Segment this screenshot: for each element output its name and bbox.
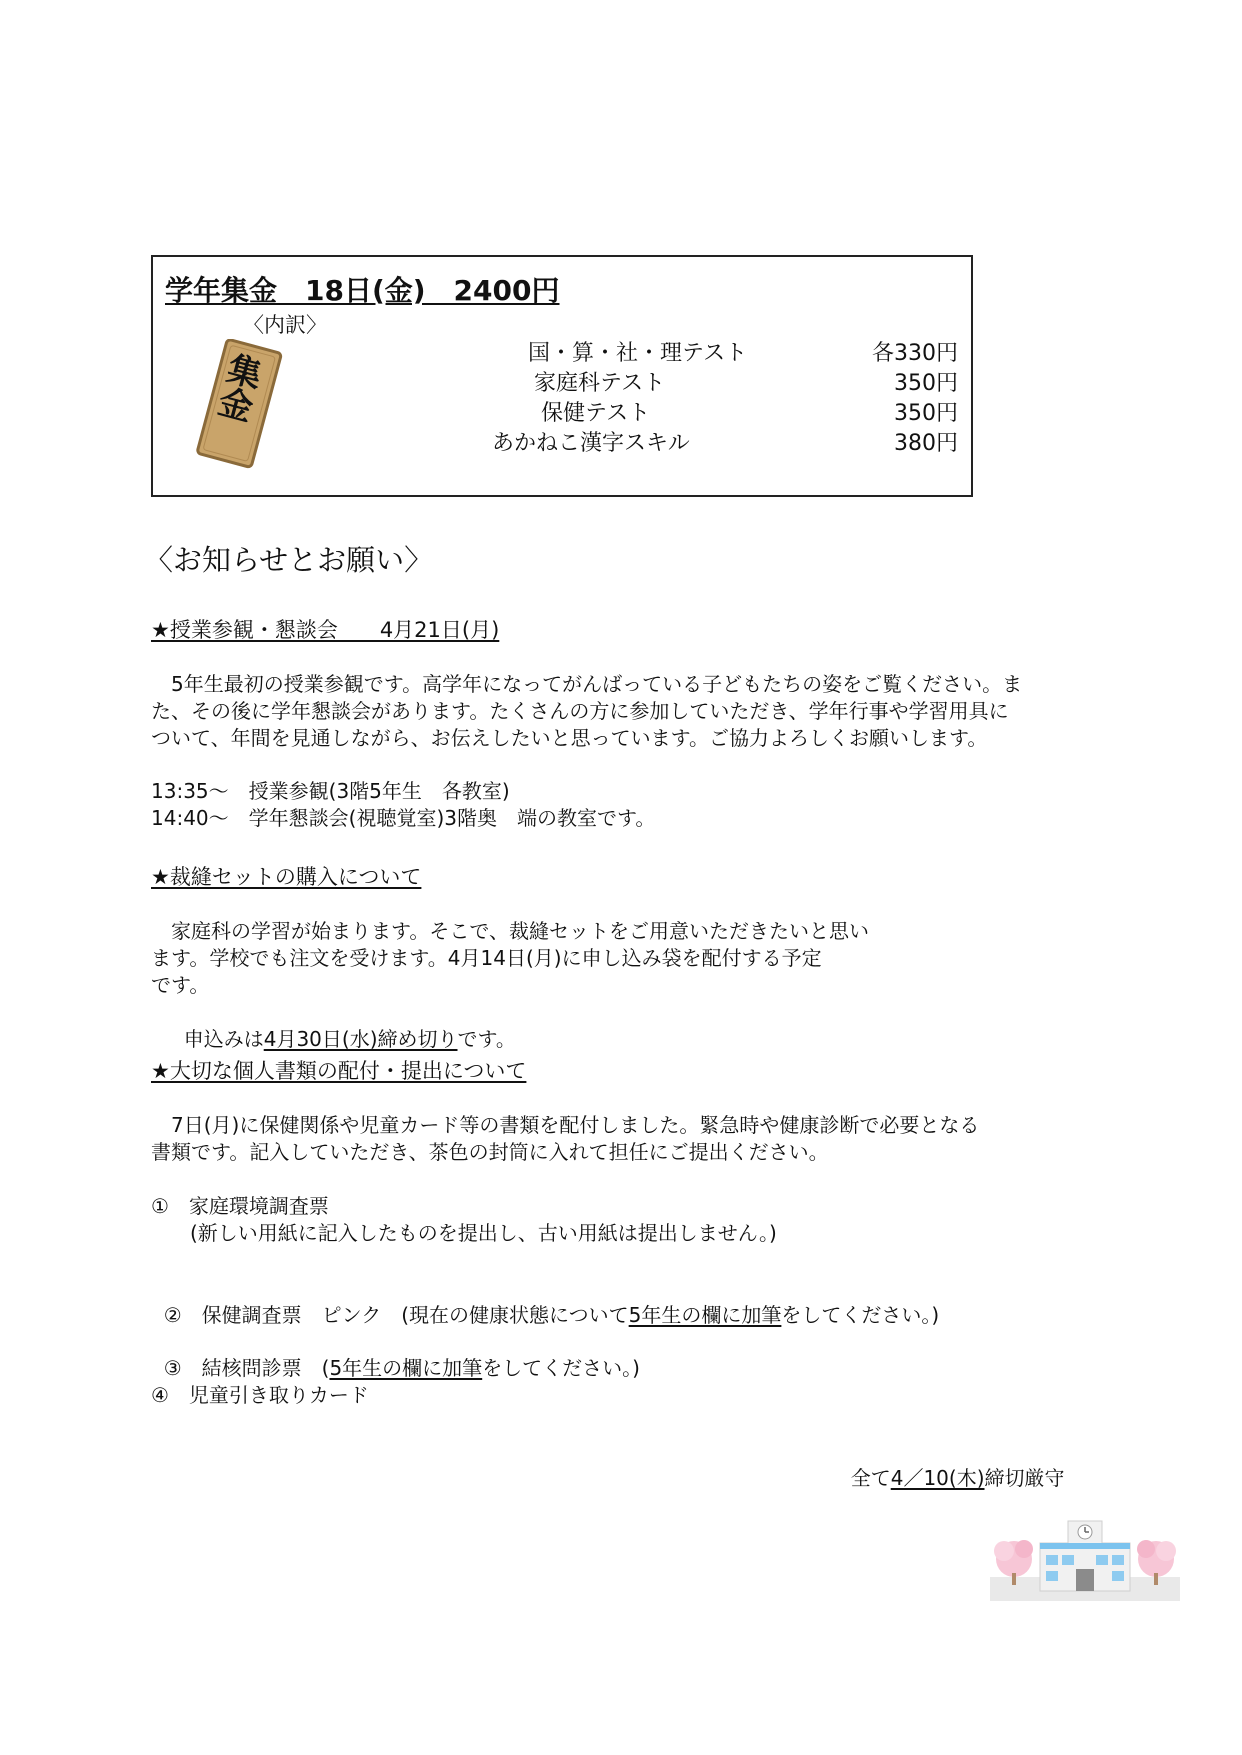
closing-date: 4／10(木): [890, 1466, 985, 1490]
item3-suffix: をしてください。): [482, 1356, 640, 1380]
breakdown-label: 〈内訳〉: [243, 313, 327, 337]
deadline-date: 4月30日(水)締め切り: [263, 1027, 458, 1051]
deadline-prefix: 申込みは: [163, 1027, 264, 1051]
section-title-sewing-set: ★裁縫セットの購入について: [151, 865, 422, 889]
section3-paragraph-line: 7日(月)に保健関係や児童カード等の書類を配付しました。緊急時や健康診断で必要となる: [151, 1113, 980, 1137]
closing-suffix: 締切厳守: [984, 1466, 1065, 1490]
document-item-1: ① 家庭環境調査票: [151, 1194, 329, 1218]
money-collection-sign-icon: [183, 339, 293, 469]
section2-paragraph-line: 家庭科の学習が始まります。そこで、裁縫セットをご用意いただきたいと思い: [151, 919, 869, 943]
school-building-icon: [990, 1515, 1180, 1601]
schedule-line: 13:35～ 授業参観(3階5年生 各教室): [151, 779, 510, 803]
fee-item-name: あかねこ漢字スキル: [492, 431, 690, 456]
section1-paragraph-line: ついて、年間を見通しながら、お伝えしたいと思っています。ご協力よろしくお願いします。: [151, 726, 988, 750]
sewing-deadline-line: [151, 999, 516, 1053]
document-item-3: [151, 1328, 640, 1382]
fee-item-name: 保健テスト: [541, 401, 651, 426]
fee-box: [151, 255, 973, 497]
deadline-suffix: です。: [457, 1027, 516, 1051]
item2-underline: 5年生の欄に加筆: [628, 1303, 782, 1327]
fee-item-price: 350円: [894, 371, 958, 396]
section-title-documents: ★大切な個人書類の配付・提出について: [151, 1059, 527, 1083]
fee-item-price: 各330円: [872, 341, 958, 366]
fee-item-name: 家庭科テスト: [534, 371, 666, 396]
section1-paragraph-line: 5年生最初の授業参観です。高学年になってがんばっている子どもたちの姿をご覧ください。ま: [151, 672, 1023, 696]
closing-prefix: 全て: [850, 1466, 891, 1490]
item2-prefix: ② 保健調査票 ピンク (現在の健康状態について: [163, 1303, 629, 1327]
section3-paragraph-line: 書類です。記入していただき、茶色の封筒に入れて担任にご提出ください。: [151, 1140, 829, 1164]
section-title-class-visit: ★授業参観・懇談会 4月21日(月): [151, 618, 500, 642]
document-item-4: ④ 児童引き取りカード: [151, 1383, 369, 1407]
item3-underline: 5年生の欄に加筆: [329, 1356, 483, 1380]
sign-text: 集金: [208, 348, 266, 425]
item2-suffix: をしてください。): [781, 1303, 940, 1327]
closing-deadline: [838, 1438, 1065, 1492]
fee-item-price: 350円: [894, 401, 958, 426]
item3-prefix: ③ 結核問診票 (: [163, 1356, 330, 1380]
fee-item-price: 380円: [894, 431, 958, 456]
schedule-line: 14:40～ 学年懇談会(視聴覚室)3階奥 端の教室です。: [151, 806, 656, 830]
document-item-2: [151, 1275, 939, 1329]
section2-paragraph-line: です。: [151, 973, 210, 997]
notice-heading: 〈お知らせとお願い〉: [144, 543, 434, 577]
document-item-1-note: (新しい用紙に記入したものを提出し、古い用紙は提出しません。): [170, 1221, 777, 1245]
section2-paragraph-line: ます。学校でも注文を受けます。4月14日(月)に申し込み袋を配付する予定: [151, 946, 822, 970]
fee-item-name: 国・算・社・理テスト: [528, 341, 748, 366]
section1-paragraph-line: た、その後に学年懇談会があります。たくさんの方に参加していただき、学年行事や学習用具に: [151, 699, 1009, 723]
fee-title: 学年集金 18日(金) 2400円: [165, 274, 560, 307]
